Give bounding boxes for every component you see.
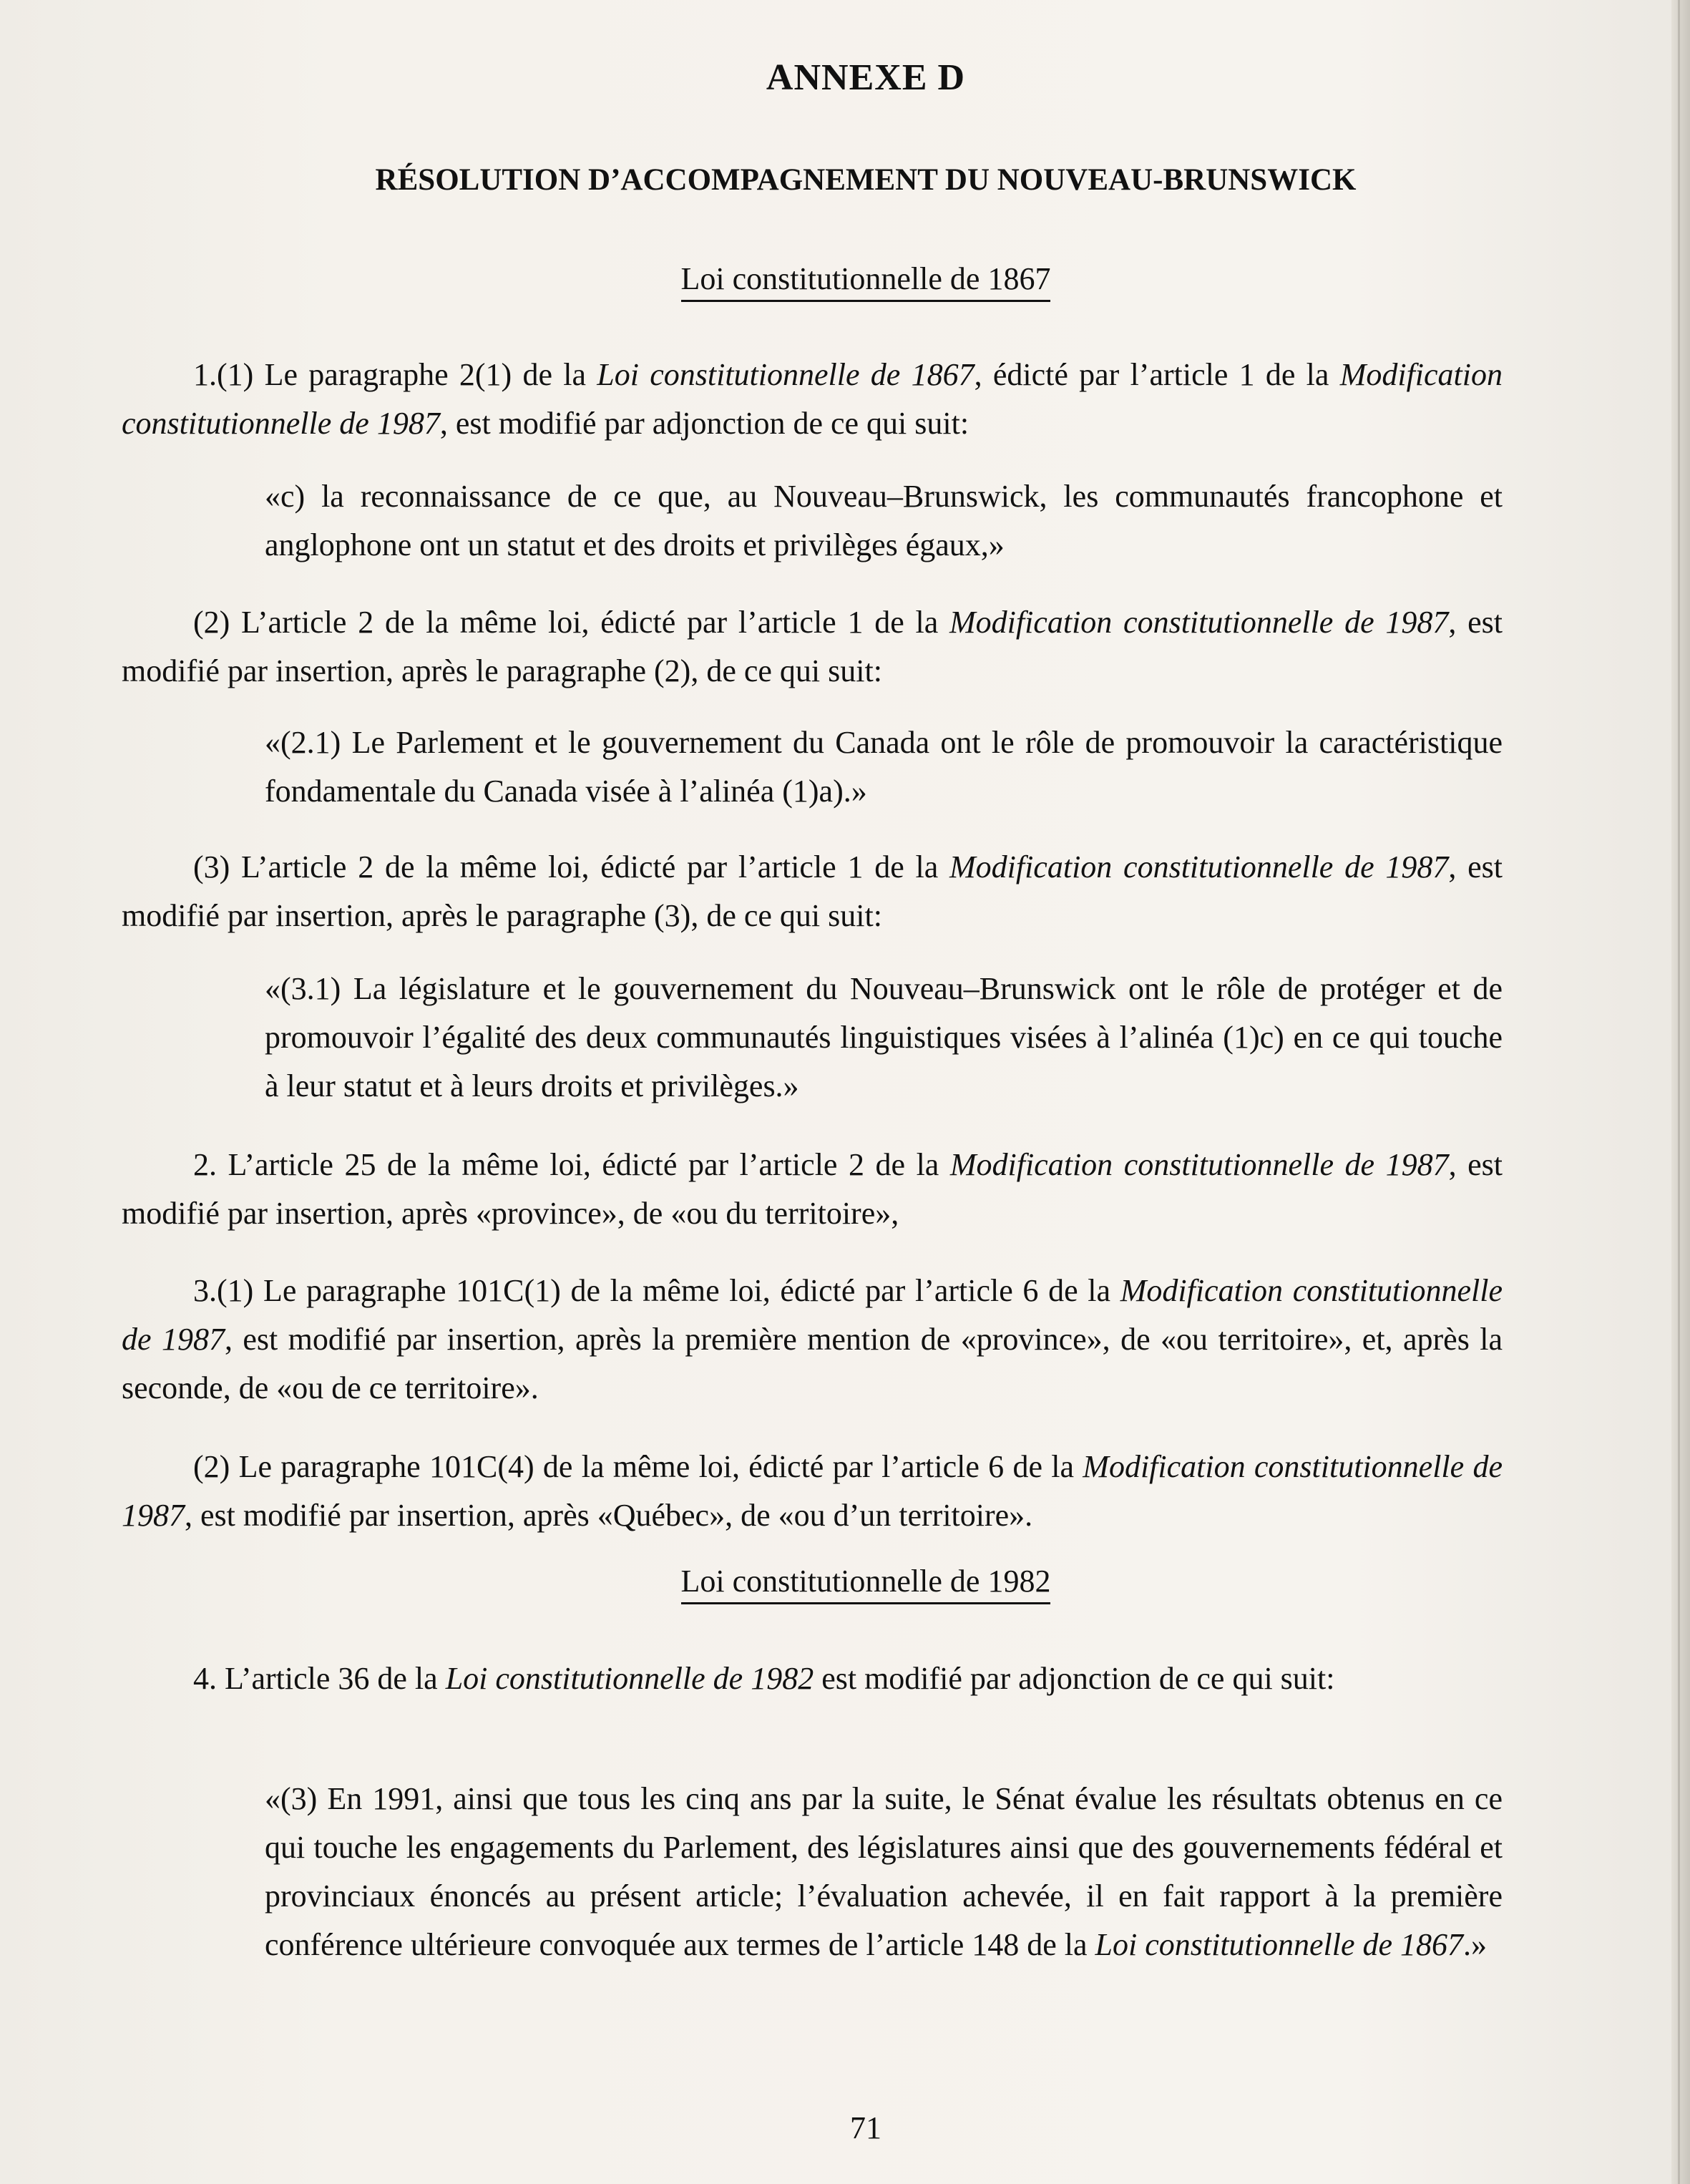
paragraph-2-text-c: , est modifié par insertion, après «province», de «ou du territoire», <box>122 1147 1503 1231</box>
paragraph-1-2 <box>122 598 1503 696</box>
quote-4 <box>265 1775 1503 1969</box>
quote-1-2: «(2.1) Le Parlement et le gouvernement du Canada ont le rôle de promouvoir la caractéristique fondamentale du Canada visée à l’alinéa (1)a).» <box>265 725 1503 809</box>
paragraph-3-1-text-c: , est modifié par insertion, après la première mention de «province», de «ou territoire», et, après la seconde, de «ou de ce territoire». <box>122 1322 1503 1405</box>
quote-4-text-a: «(3) En 1991, ainsi que tous les cinq ans par la suite, le Sénat évalue les résultats obtenus en ce qui touche les engagements du Parlement, des législatures ainsi que des gouvernements fédéral et provinciaux énoncés au présent article; l’évaluation achevée, il en fait rapport à la première conférence ultérieure convoquée aux termes de l’article 148 de la <box>265 1781 1503 1962</box>
paragraph-1-1-text-c: , édicté par l’article 1 de la <box>974 357 1340 392</box>
paragraph-3-2-text-a: (2) Le paragraphe 101C(4) de la même loi, édicté par l’article 6 de la <box>193 1449 1083 1484</box>
paragraph-1-1-text-a: 1.(1) Le paragraphe 2(1) de la <box>193 357 597 392</box>
paragraph-4 <box>122 1654 1503 1703</box>
quote-1-3: «(3.1) La législature et le gouvernement du Nouveau–Brunswick ont le rôle de protéger et de promouvoir l’égalité des deux communautés linguistiques visées à l’alinéa (1)c) en ce qui touche à leur statut et à leurs droits et privilèges.» <box>265 971 1503 1103</box>
paragraph-1-3-amendment-ref: Modification constitutionnelle de 1987 <box>949 849 1449 884</box>
quote-4-text-c: .» <box>1463 1927 1488 1962</box>
section-heading-1982-text: Loi constitutionnelle de 1982 <box>681 1563 1051 1604</box>
paragraph-1-1-text-e: , est modifié par adjonction de ce qui suit: <box>439 406 969 441</box>
paragraph-2-text-a: 2. L’article 25 de la même loi, édicté par l’article 2 de la <box>193 1147 950 1182</box>
paragraph-1-1-law-ref: Loi constitutionnelle de 1867 <box>597 357 975 392</box>
section-heading-1982 <box>122 1563 1503 1604</box>
section-heading-1867 <box>122 260 1503 302</box>
paragraph-1-3 <box>122 843 1503 940</box>
quote-1-1: «c) la reconnaissance de ce que, au Nouveau–Brunswick, les communautés francophone et anglophone ont un statut et des droits et privilèges égaux,» <box>265 479 1503 562</box>
paragraph-2-amendment-ref: Modification constitutionnelle de 1987 <box>949 1147 1449 1182</box>
paragraph-3-2-text-c: , est modifié par insertion, après «Québec», de «ou d’un territoire». <box>185 1498 1033 1533</box>
paragraph-4-text-c: est modifié par adjonction de ce qui suit: <box>814 1661 1335 1696</box>
page-binding-edge <box>1671 0 1690 2184</box>
paragraph-3-1-text-a: 3.(1) Le paragraphe 101C(1) de la même loi, édicté par l’article 6 de la <box>193 1273 1120 1308</box>
annex-title: ANNEXE D <box>766 57 966 98</box>
paragraph-4-text-a: 4. L’article 36 de la <box>193 1661 446 1696</box>
page-binding-line <box>1678 0 1680 2184</box>
paragraph-1-3-text-c: , est modifié par insertion, après le paragraphe (3), de ce qui suit: <box>122 849 1503 933</box>
resolution-title: RÉSOLUTION D’ACCOMPAGNEMENT DU NOUVEAU-BRUNSWICK <box>375 163 1357 197</box>
paragraph-1-2-text-a: (2) L’article 2 de la même loi, édicté par l’article 1 de la <box>193 605 949 640</box>
paragraph-2 <box>122 1141 1503 1238</box>
quote-4-law-ref: Loi constitutionnelle de 1867 <box>1095 1927 1464 1962</box>
page-content <box>122 56 1503 2160</box>
paragraph-3-2-amendment-ref: Modification constitutionnelle de 1987 <box>122 1449 1503 1533</box>
paragraph-1-2-amendment-ref: Modification constitutionnelle de 1987 <box>949 605 1449 640</box>
page-number: 71 <box>850 2110 881 2145</box>
paragraph-3-1 <box>122 1267 1503 1413</box>
section-heading-1867-text: Loi constitutionnelle de 1867 <box>681 260 1051 302</box>
paragraph-1-3-text-a: (3) L’article 2 de la même loi, édicté par l’article 1 de la <box>193 849 949 884</box>
paragraph-3-2 <box>122 1443 1503 1540</box>
paragraph-1-1 <box>122 351 1503 448</box>
paragraph-4-law-ref: Loi constitutionnelle de 1982 <box>445 1661 814 1696</box>
paragraph-3-1-amendment-ref: Modification constitutionnelle de 1987 <box>122 1273 1503 1357</box>
paragraph-1-2-text-c: , est modifié par insertion, après le paragraphe (2), de ce qui suit: <box>122 605 1503 688</box>
paragraph-1-1-amendment-ref: Modification constitutionnelle de 1987 <box>122 357 1503 441</box>
